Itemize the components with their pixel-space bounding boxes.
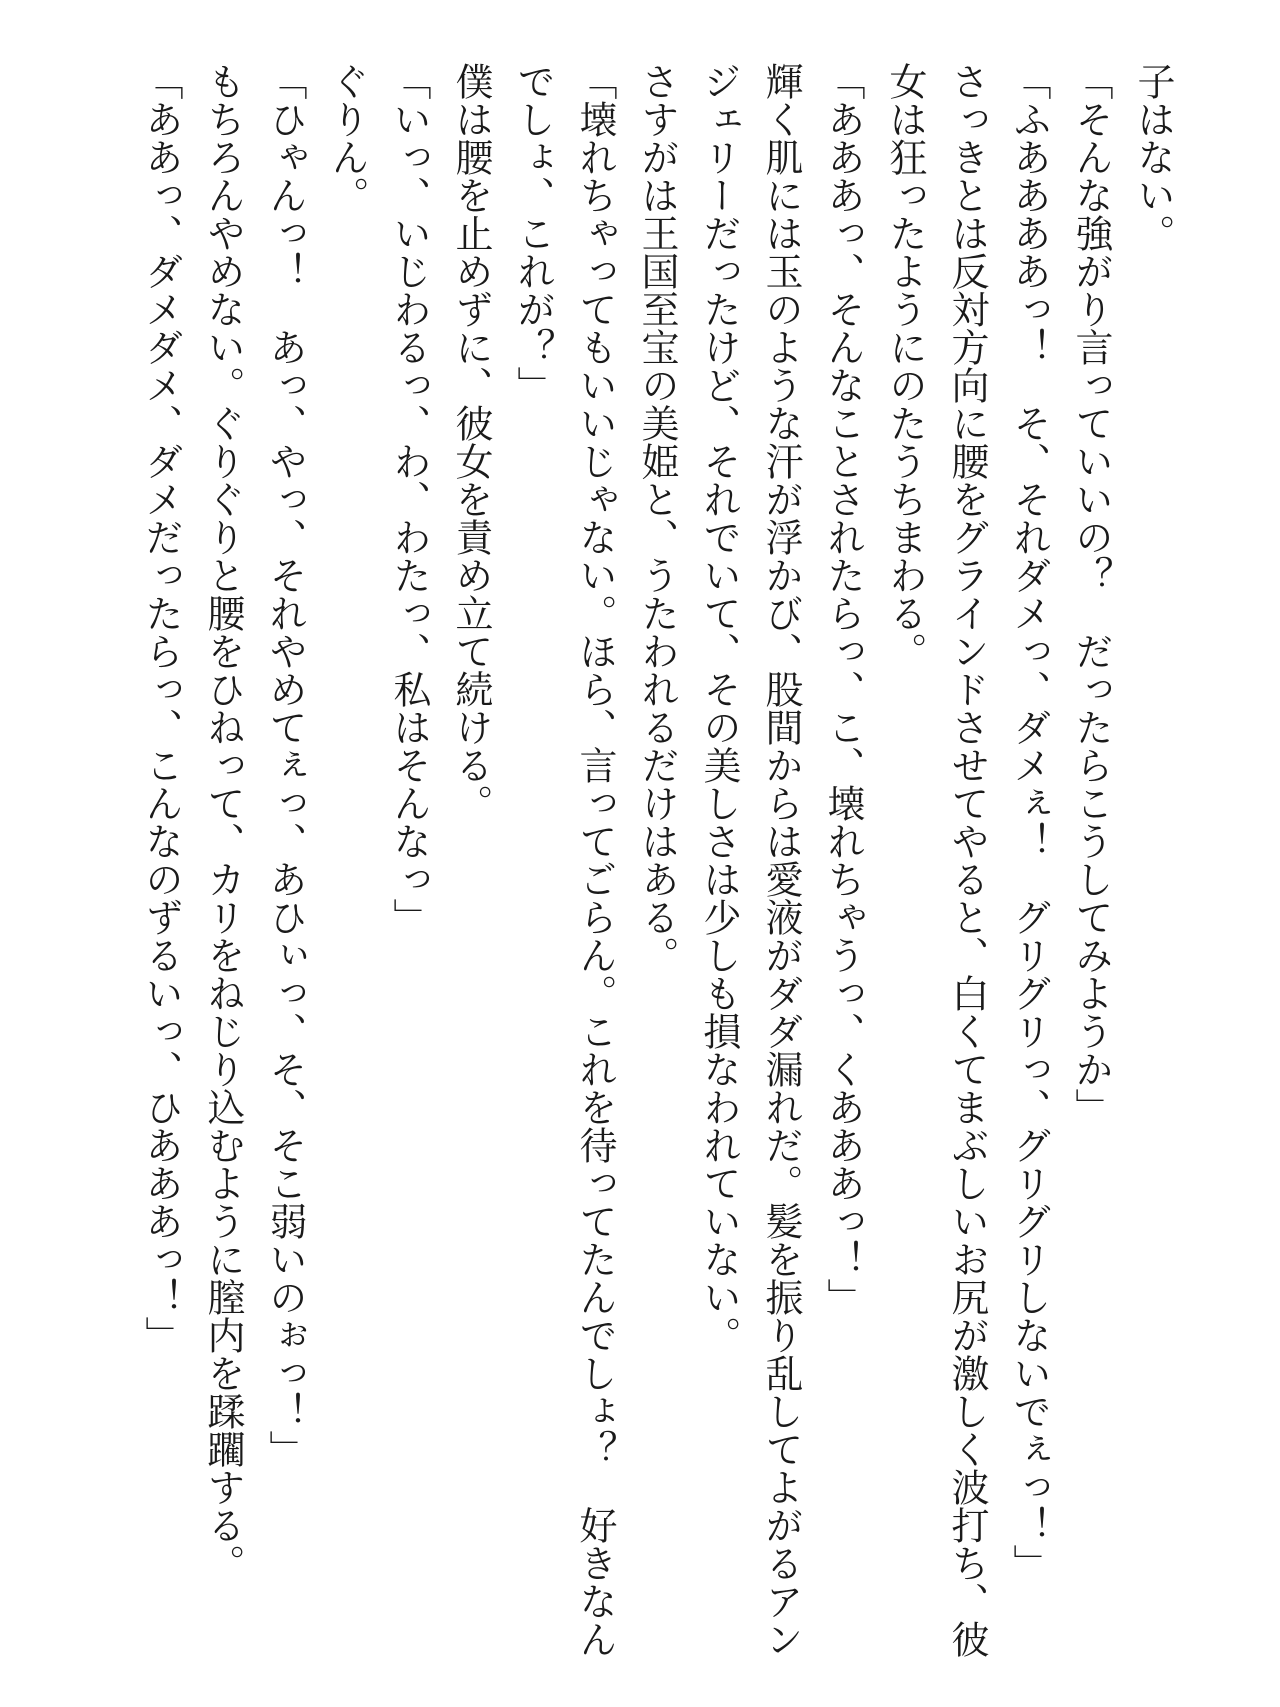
narration-line: さすがは王国至宝の美姫と、うたわれるだけはある。: [635, 62, 679, 974]
narration-line: 輝く肌には玉のような汗が浮かび、股間からは愛液がダダ漏れだ。髪を振り乱してよがるアンジェリーだったけど、それでいて、その美しさは少しも損なわれていない。: [697, 62, 803, 1658]
dialogue-line: 「ふああああっ！ そ、それダメっ、ダメぇ！ グリグリっ、グリグリしないでぇっ！」: [1007, 62, 1051, 1582]
dialogue-line: 「あああっ、そんなことされたらっ、こ、壊れちゃうっ、くあああっ！」: [821, 62, 865, 1316]
narration-line: もちろんやめない。ぐりぐりと腰をひねって、カリをねじり込むように膣内を蹂躙する。: [201, 62, 245, 1582]
dialogue-line: 「そんな強がり言っていいの？ だったらこうしてみようか」: [1069, 62, 1113, 1126]
dialogue-line: 「ああっ、ダメダメ、ダメだったらっ、こんなのずるいっ、ひあああっ！」: [139, 62, 183, 1354]
text-line: 子はない。: [1131, 62, 1175, 252]
dialogue-line: 「いっ、いじわるっ、わ、わたっ、私はそんなっ」: [387, 62, 431, 936]
novel-text-body: [54, 62, 1184, 1662]
dialogue-line: 「ひゃんっ！ あっ、やっ、それやめてぇっ、あひぃっ、そ、そこ弱いのぉっ！」: [263, 62, 307, 1468]
dialogue-line: 「壊れちゃってもいいじゃない。ほら、言ってごらん。これを待ってたんでしょ？ 好きなんでしょ、これが？」: [511, 62, 617, 1658]
narration-line: ぐりん。: [325, 62, 369, 214]
narration-line: 僕は腰を止めずに、彼女を責め立て続ける。: [449, 62, 493, 822]
narration-line: さっきとは反対方向に腰をグラインドさせてやると、白くてまぶしいお尻が激しく波打ち、彼女は狂ったようにのたうちまわる。: [883, 62, 989, 1658]
